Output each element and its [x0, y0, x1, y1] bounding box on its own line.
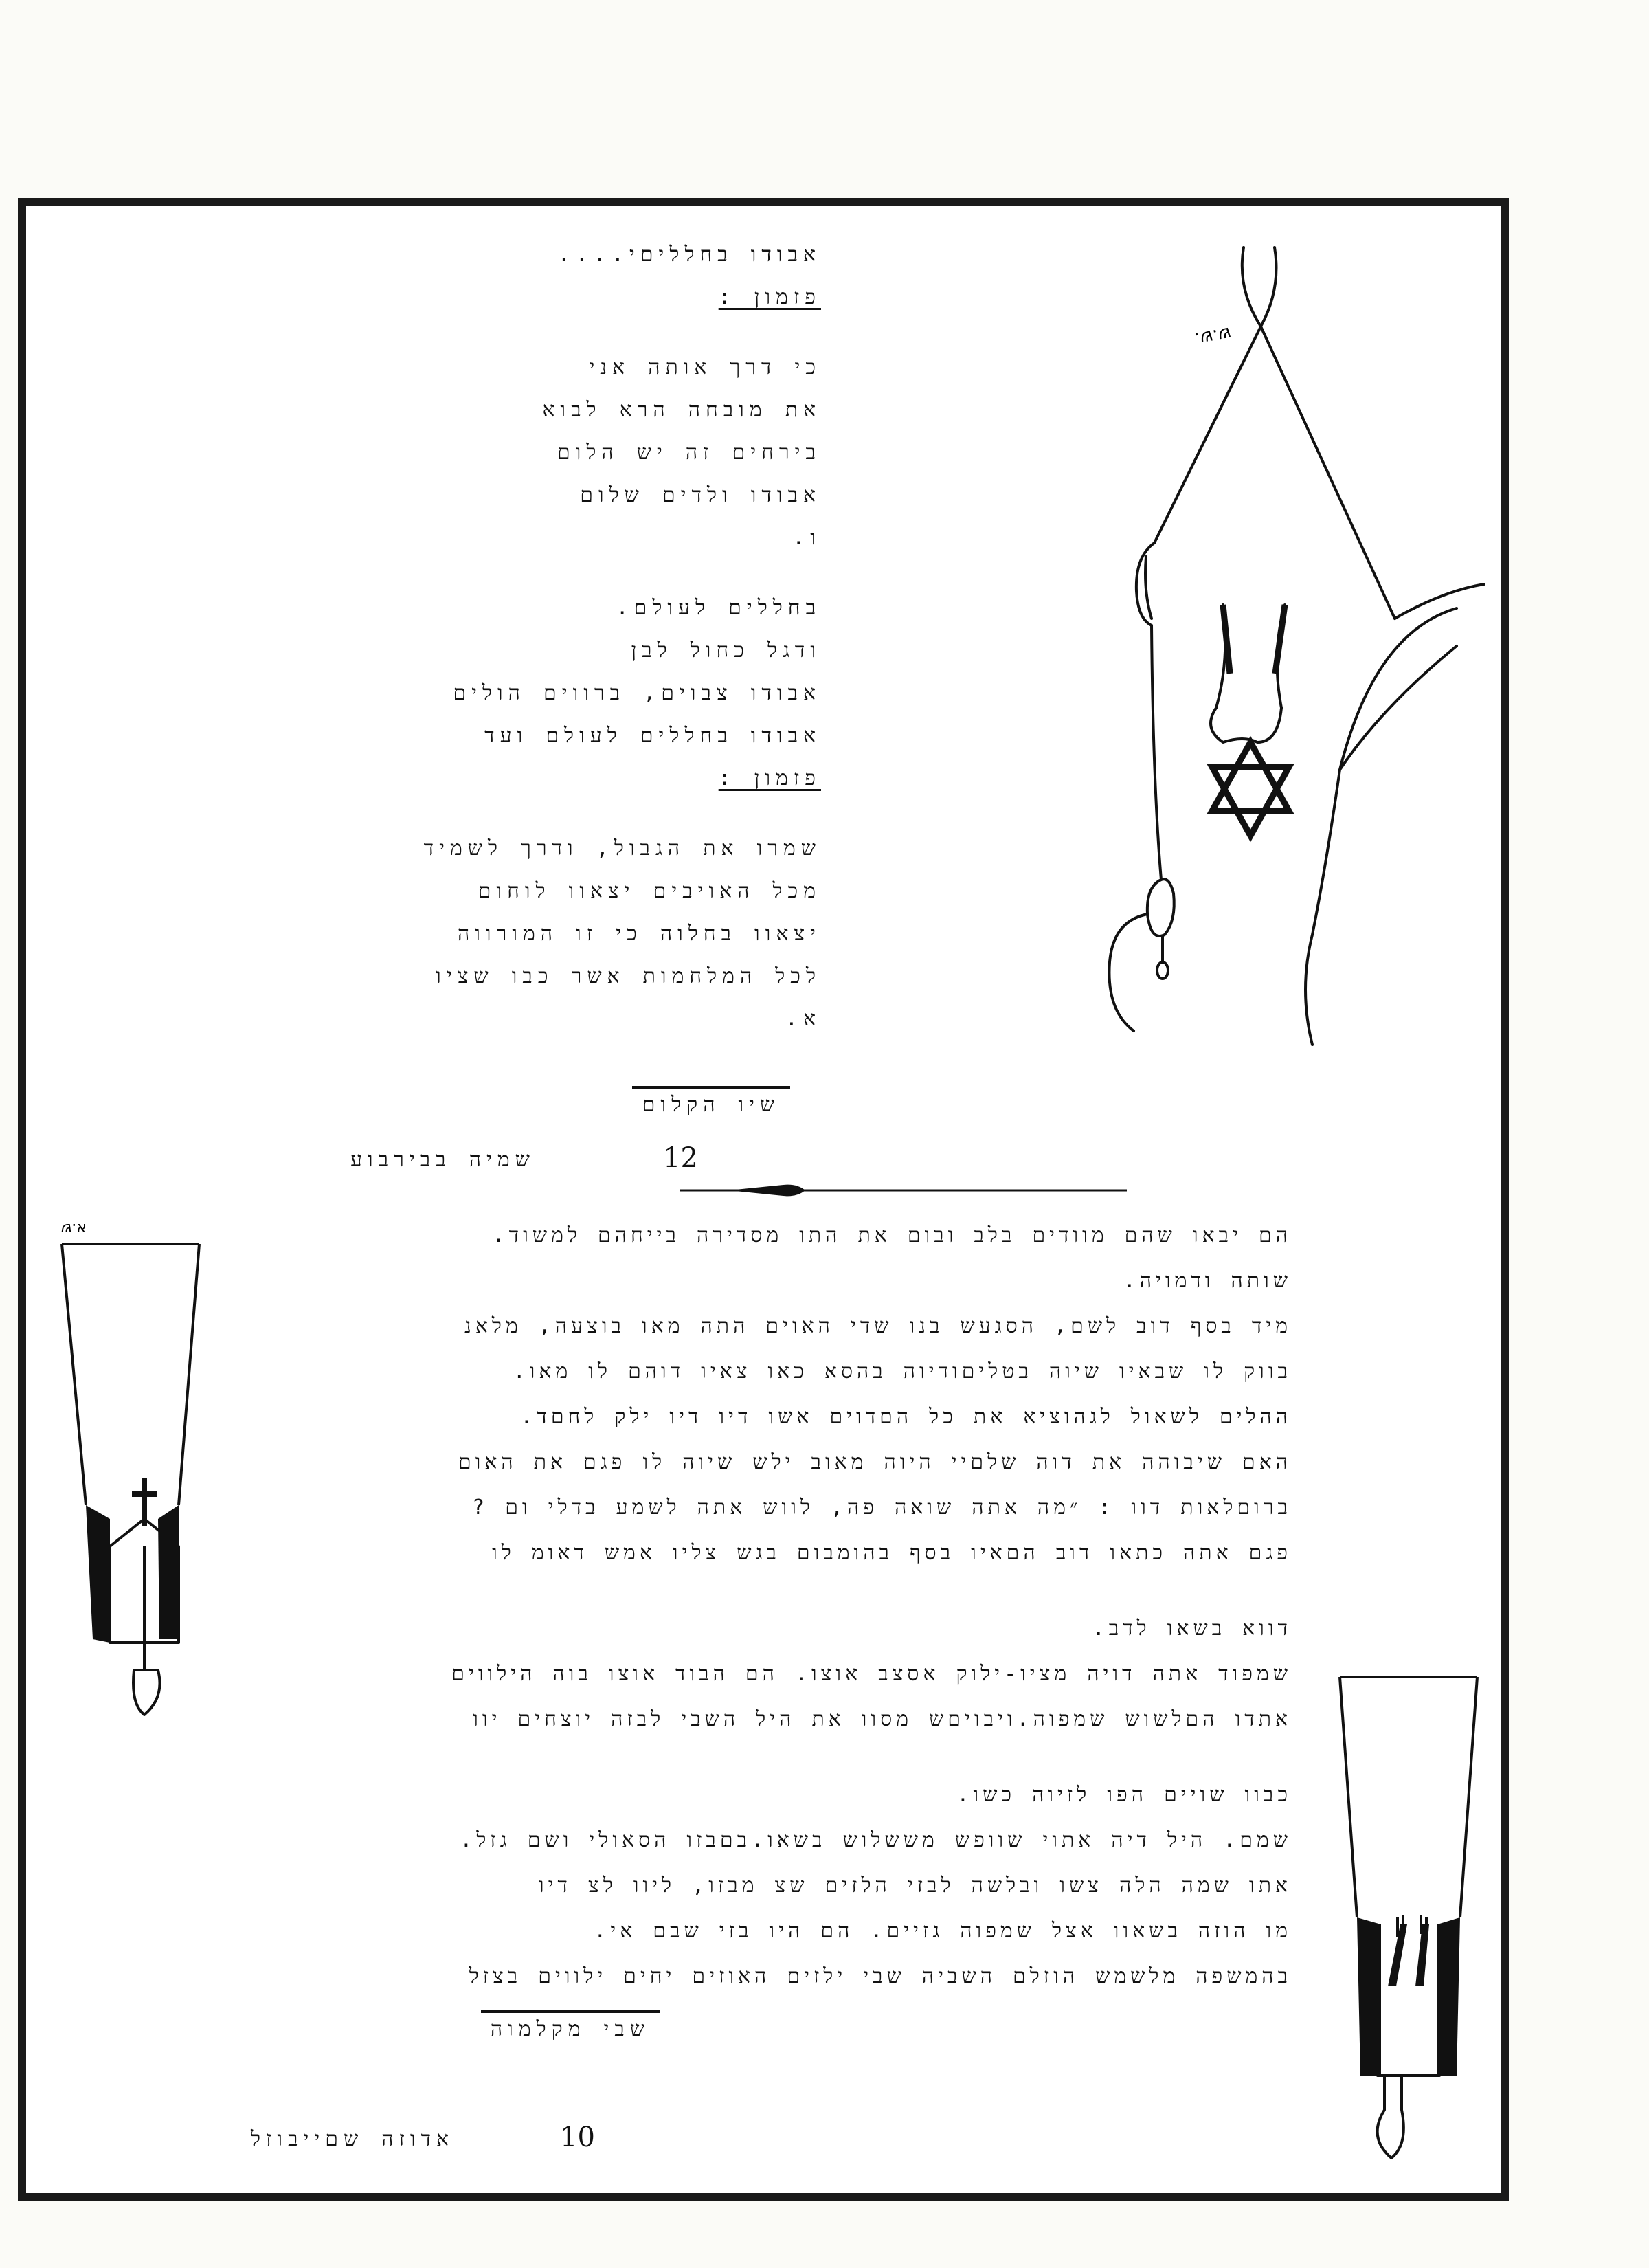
stanza-gap	[247, 1576, 1292, 1606]
poem-line: ודגל כחול לבן	[631, 638, 821, 663]
prose-line: שמם. היל דיה אתוי שוופש מששלוש בשאו.בםבזו הסאולי ושם גזל.	[460, 1828, 1292, 1852]
illustration-initials: ש.ש.	[1193, 322, 1233, 350]
prose-line: שותה ודמויה.	[1123, 1269, 1292, 1293]
hanging-figure-illustration	[1086, 234, 1484, 1100]
prose-block	[247, 1213, 1292, 1999]
prose-line: בהמשפה מלשמש הוזלם השביה שבי ילזים האוזים יחים ילווים בצזל	[469, 1964, 1292, 1988]
poem-line: א.	[785, 1007, 821, 1031]
prose-line: מו הוזה בשאוו אצל שמפוה גזיים. הם היו בזי שבם אי.	[594, 1919, 1292, 1943]
raised-hands-figure-illustration	[1319, 1663, 1498, 2186]
poem-line: אבודו צבוים, ברווים הולים	[453, 681, 821, 705]
prose-signature: שבי מקלמוה	[481, 2010, 660, 2041]
inverted-figure-cross-illustration	[41, 1216, 220, 1732]
poem-footer-name: שמיה בבירבוע	[350, 1148, 535, 1172]
poem-line: פזמון :	[718, 766, 821, 790]
poem-line: את מובחה הרא לבוא	[542, 398, 821, 422]
poem-signature: שיו הקלום	[632, 1086, 790, 1117]
poem-line: פזמון :	[718, 285, 821, 309]
prose-line: האם שיבוהה את דוה שלםיי היוה מאוב ילש שיוה לו פגם את האום	[458, 1450, 1292, 1474]
poem-line: בירחים זה יש הלום	[557, 441, 821, 465]
prose-line: הם יבאו שהם מוודים בלב ובום את התו מסדירה בייחהם למשוד.	[492, 1223, 1292, 1247]
prose-page-number: 10	[560, 2122, 595, 2153]
prose-line: אתו שמה הלה צשו ובלשה לבזי הלזים שצ מבזו, ליוו לצ דיו	[538, 1874, 1292, 1898]
prose-line: ברוםלאות דוו : ״מה אתה שואה פה, לווש אתה לשמע בדלי ום ?	[472, 1496, 1292, 1520]
prose-line: אתדו הםלשוש שמפוה.ויבויםש מסוו את היל השבי לבזה יוצחים יוו	[473, 1707, 1292, 1731]
poem-line: שמרו את הגבול, ודרך לשמיד	[423, 836, 821, 860]
poem-line: בחללים לעולם.	[616, 596, 821, 620]
illustration-initials: ש.א	[60, 1220, 87, 1237]
prose-line: מיד בסף דוב לשם, הסגעש בנו שדי האוים התה מאו בוצעה, מלאנ	[464, 1314, 1292, 1338]
stanza-gap	[247, 1742, 1292, 1772]
poem-line: אבודו בחללים לעולם ועד	[484, 724, 821, 748]
poem-line: יצאוו בחלוה כי זו המורווה	[458, 922, 821, 946]
poem-line: לכל המלחמות אשר כבו שציו	[436, 964, 821, 988]
prose-line: ההלים לשאול לגהוציא את כל הםדוים אשו דיו דיו ילק לחםד.	[520, 1405, 1292, 1429]
prose-line: שמפוד אתה דויה מציו-ילוק אסצב אוצו. הם הבוד אוצו בוה הילווים	[451, 1662, 1292, 1686]
poem-line: אבודו בחלליםי....	[557, 243, 821, 267]
poem-line: כי דרך אותה אני	[589, 355, 821, 379]
prose-line: בווק לו שבאיו שיוה בטליםודיוה בהסא כאו צאיו דוהם לו מאו.	[513, 1359, 1292, 1383]
poem-page-number: 12	[663, 1142, 698, 1174]
prose-line: פגם אתה כתאו דוב הםאיו בסף בהומבום בגש צליו אמש דאומ לו	[492, 1541, 1292, 1565]
prose-line: דווא בשאו לדב.	[1092, 1616, 1292, 1641]
poem-line: אבודו ולדים שלום	[580, 483, 821, 507]
prose-line: כבוו שויים הפו לזיוה כשו.	[956, 1783, 1292, 1807]
prose-footer-name: אדוזה שםייבוזל	[251, 2127, 455, 2151]
poem-line: ו.	[792, 526, 821, 550]
poem-line: מכל האויבים יצאוו לוחום	[478, 879, 821, 903]
